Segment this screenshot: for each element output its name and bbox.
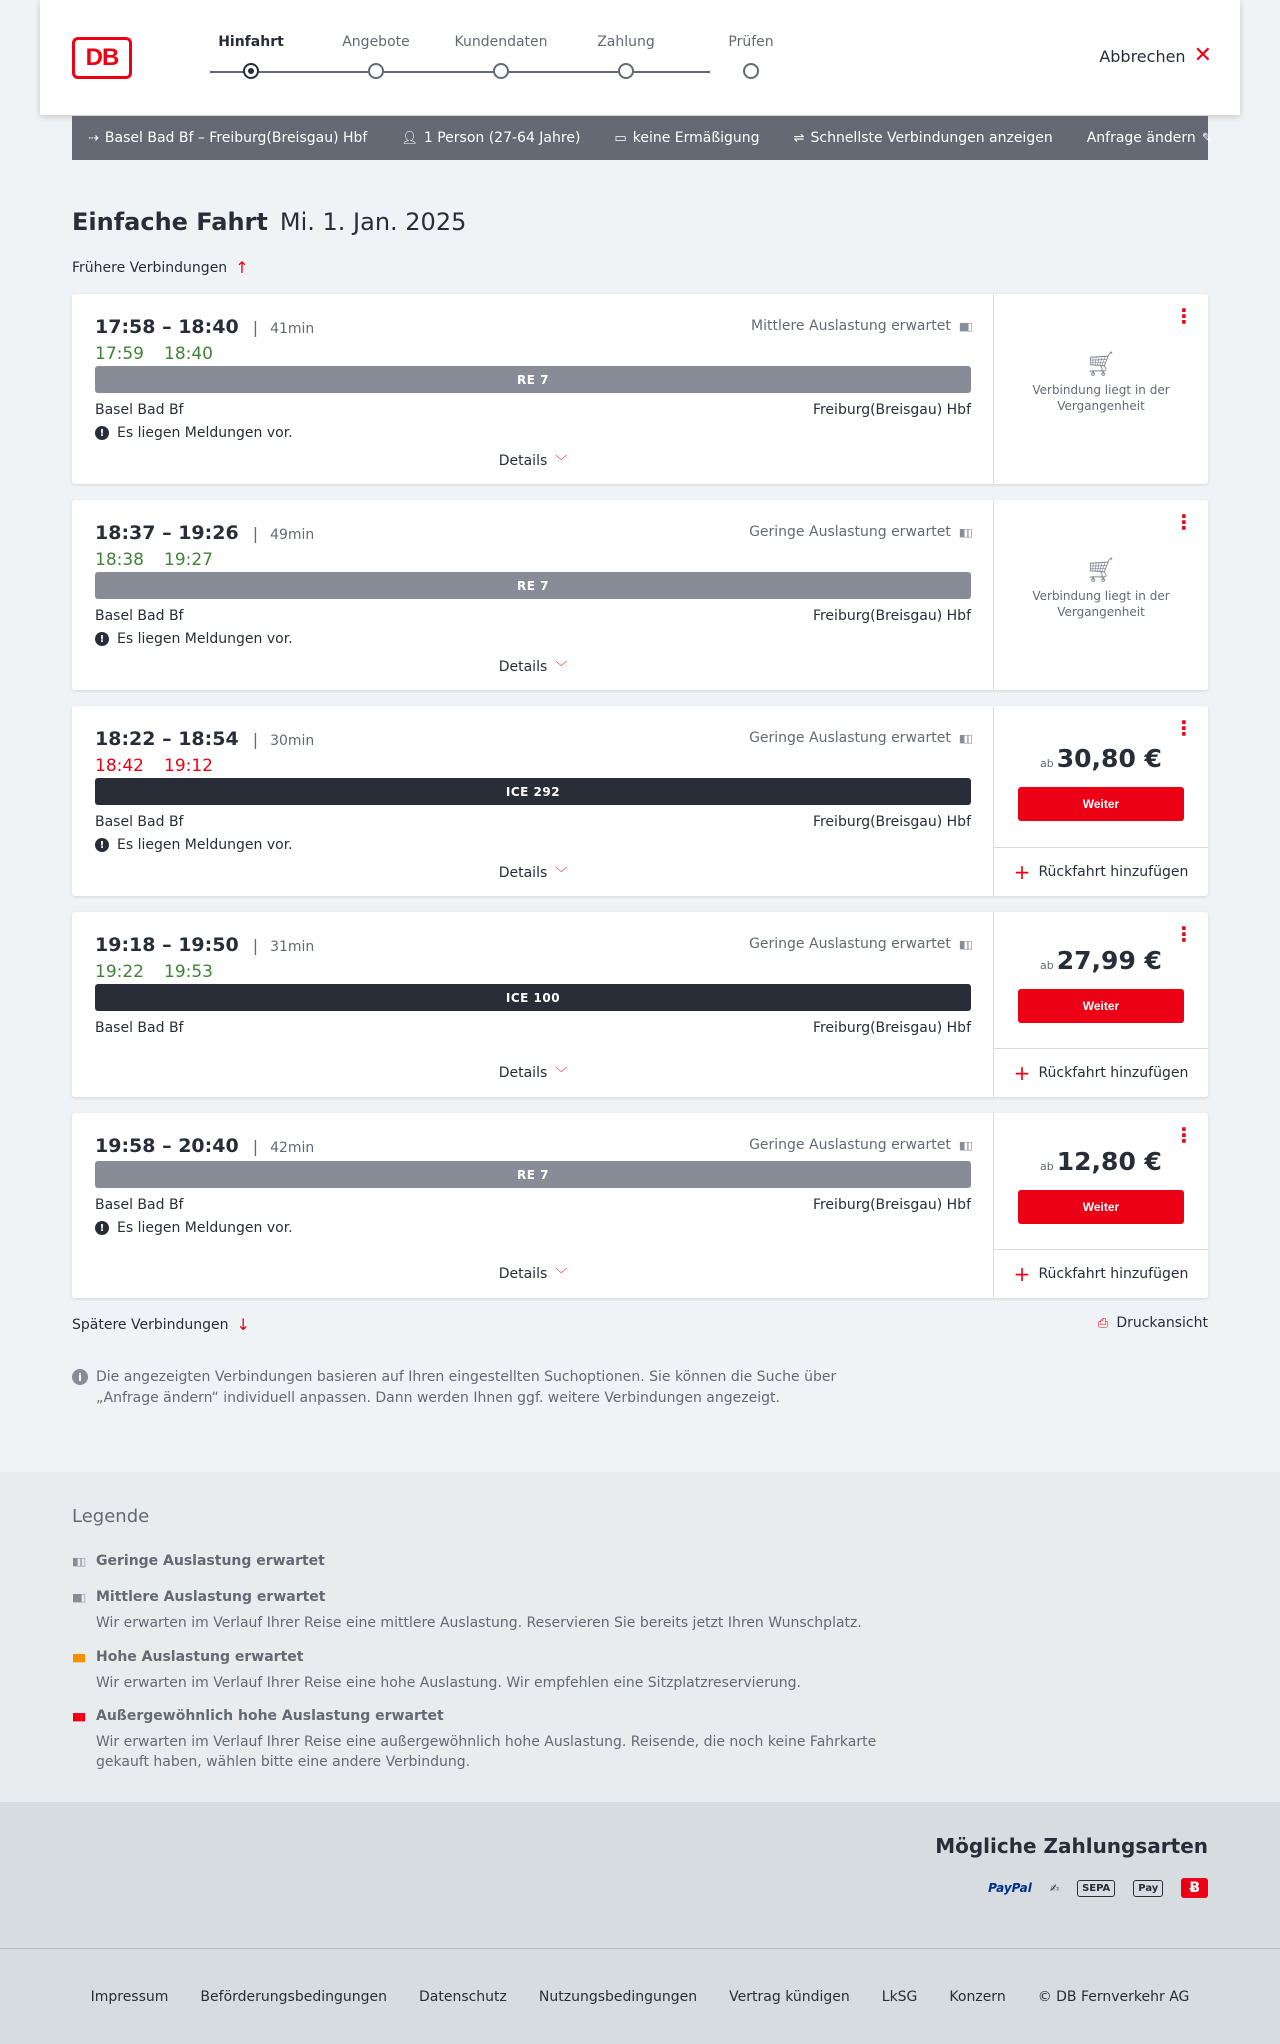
details-label: Details [498, 659, 548, 675]
close-icon: ✕ [1193, 43, 1212, 68]
add-return-button[interactable] [994, 1249, 1208, 1298]
occupancy-text: Geringe Auslastung erwartet [749, 524, 951, 540]
details-toggle[interactable] [72, 1265, 994, 1282]
planned-times: 19:18 – 19:50 [95, 934, 239, 956]
duration: 30min [270, 733, 315, 749]
add-return-button[interactable] [994, 847, 1208, 896]
planned-times: 17:58 – 18:40 [95, 316, 239, 338]
info-note [72, 1367, 852, 1409]
realtime-departure: 18:38 [95, 550, 144, 570]
trip-type: Einfache Fahrt [72, 208, 268, 236]
more-options-icon[interactable]: ⋮ [1174, 510, 1194, 534]
legend-item-title: Geringe Auslastung erwartet [96, 1553, 325, 1569]
plus-icon: + [1013, 1262, 1031, 1286]
occupancy-low-icon: ▮▯▯ [72, 1554, 85, 1568]
sepa-icon: SEPA [1077, 1880, 1115, 1897]
divider: | [252, 730, 259, 749]
train-bar[interactable]: ICE 100 [95, 984, 971, 1011]
footer-link-impressum[interactable]: Impressum [90, 1988, 169, 2005]
price [994, 744, 1208, 773]
more-options-icon[interactable]: ⋮ [1174, 716, 1194, 740]
db-logo[interactable]: DB [72, 37, 132, 79]
search-summary-bar [72, 116, 1213, 160]
departure-station: Basel Bad Bf [95, 1197, 184, 1213]
divider: | [252, 524, 259, 543]
progress-line [210, 71, 710, 73]
occupancy-icon: ▮▯▯ [958, 731, 971, 745]
trip-date: Mi. 1. Jan. 2025 [279, 208, 467, 236]
occupancy [749, 730, 971, 746]
footer-link-datenschutz[interactable]: Datenschutz [418, 1988, 507, 2005]
summary-option[interactable] [794, 130, 1053, 146]
footer-link-nutzungsbedingungen[interactable]: Nutzungsbedingungen [538, 1988, 698, 2005]
cancel-label: Abbrechen [1099, 46, 1186, 66]
price [994, 1147, 1208, 1176]
price-value: 27,99 € [1056, 946, 1162, 975]
add-return-label: Rückfahrt hinzufügen [1038, 864, 1189, 880]
price [994, 946, 1208, 975]
divider: | [252, 1137, 259, 1156]
offer-panel [994, 912, 1208, 1097]
notice [95, 837, 293, 853]
step-pruefen [696, 34, 806, 50]
chevron-down-icon: ﹀ [555, 454, 568, 468]
notice-text: Es liegen Meldungen vor. [117, 1220, 293, 1236]
divider: | [252, 936, 259, 955]
connection-card [72, 500, 1208, 690]
footer [0, 1948, 1280, 2044]
legend-item-high [72, 1649, 892, 1693]
duration: 41min [270, 321, 315, 337]
connection-times [95, 728, 314, 750]
occupancy-icon: ▮▮▯ [958, 319, 971, 333]
arrival-station: Freiburg(Breisgau) Hbf [812, 1197, 971, 1213]
occupancy-icon: ▮▯▯ [958, 1138, 971, 1152]
notice [95, 425, 293, 441]
discount-text: keine Ermäßigung [632, 130, 760, 146]
realtime-arrival: 18:40 [164, 344, 213, 364]
departure-station: Basel Bad Bf [95, 1020, 184, 1036]
connection-times [95, 934, 314, 956]
duration: 49min [270, 527, 315, 543]
cart-disabled-icon: 🛒︎ [1085, 556, 1117, 584]
summary-passengers[interactable] [401, 130, 580, 146]
price-prefix: ab [1040, 959, 1054, 972]
step-label: Prüfen [728, 34, 774, 50]
payment-title: Mögliche Zahlungsarten [935, 1834, 1208, 1858]
legend-item-title: Hohe Auslastung erwartet [96, 1649, 304, 1665]
route-text: Basel Bad Bf – Freiburg(Breisgau) Hbf [104, 130, 368, 146]
route-arrow-icon: ⇢ [88, 130, 99, 146]
step-dot [743, 63, 759, 79]
realtime-times [95, 756, 213, 776]
train-bar[interactable]: ICE 292 [95, 778, 971, 805]
earlier-label: Frühere Verbindungen [72, 259, 228, 276]
realtime-arrival: 19:27 [164, 550, 213, 570]
details-label: Details [498, 1266, 548, 1282]
person-icon: 👤︎ [401, 130, 418, 146]
connection-card [72, 1113, 1208, 1298]
payment-section [0, 1802, 1280, 1948]
legend-title: Legende [72, 1506, 150, 1527]
planned-times: 19:58 – 20:40 [95, 1135, 239, 1157]
arrival-station: Freiburg(Breisgau) Hbf [812, 1020, 971, 1036]
planned-times: 18:22 – 18:54 [95, 728, 239, 750]
realtime-departure: 18:42 [95, 756, 144, 776]
cancel-button[interactable] [1099, 45, 1212, 67]
price-value: 30,80 € [1056, 744, 1162, 773]
occupancy [749, 524, 971, 540]
apple-pay-icon: Pay [1133, 1880, 1163, 1897]
offer-panel [994, 500, 1208, 690]
offer-panel [994, 706, 1208, 896]
print-label: Druckansicht [1116, 1315, 1208, 1331]
notice-text: Es liegen Meldungen vor. [117, 837, 293, 853]
details-toggle[interactable] [72, 864, 994, 881]
past-connection [994, 556, 1208, 620]
train-bar[interactable]: RE 7 [95, 572, 971, 599]
offer-panel [994, 294, 1208, 484]
connection-times [95, 1135, 314, 1157]
chevron-down-icon: ﹀ [555, 1267, 568, 1281]
print-view-link[interactable] [1098, 1315, 1208, 1331]
connection-info [72, 500, 994, 690]
connection-info [72, 912, 994, 1097]
add-return-label: Rückfahrt hinzufügen [1038, 1266, 1189, 1282]
info-text: Die angezeigten Verbindungen basieren auf Ihren eingestellten Suchoptionen. Sie können die Suche über „Anfrage ändern“ individuell anpassen. Dann werden Ihnen ggf. weitere Verbindungen angezeigt. [96, 1369, 837, 1406]
cart-disabled-icon: 🛒︎ [1085, 350, 1117, 378]
divider: | [252, 318, 259, 337]
departure-station: Basel Bad Bf [95, 814, 184, 830]
header [40, 0, 1240, 115]
train-bar[interactable]: RE 7 [95, 366, 971, 393]
realtime-arrival: 19:53 [164, 962, 213, 982]
printer-icon: ⎙ [1097, 1315, 1109, 1331]
more-options-icon[interactable]: ⋮ [1174, 1123, 1194, 1147]
option-text: Schnellste Verbindungen anzeigen [810, 130, 1053, 146]
occupancy [751, 318, 971, 334]
step-label: Hinfahrt [218, 34, 284, 50]
legend-item-low [72, 1553, 892, 1569]
footer-link-vertrag-kuendigen[interactable]: Vertrag kündigen [729, 1988, 850, 2005]
step-label: Zahlung [597, 34, 655, 50]
legend-item-title: Mittlere Auslastung erwartet [96, 1589, 326, 1605]
step-label: Angebote [342, 34, 410, 50]
legend-item-exceptional [72, 1708, 892, 1772]
details-label: Details [498, 453, 548, 469]
details-label: Details [498, 1065, 548, 1081]
step-zahlung [571, 34, 681, 50]
occupancy-text: Geringe Auslastung erwartet [749, 1137, 951, 1153]
alert-icon: ! [95, 632, 109, 646]
step-angebote [321, 34, 431, 50]
occupancy-high-icon: ▮▮▮ [72, 1650, 85, 1664]
change-request-button[interactable] [1087, 130, 1213, 146]
filter-icon: ⇌ [793, 130, 805, 146]
later-label: Spätere Verbindungen [72, 1316, 229, 1333]
realtime-times [95, 550, 213, 570]
occupancy-medium-icon: ▮▮▯ [72, 1590, 85, 1604]
realtime-arrival: 19:12 [164, 756, 213, 776]
pencil-icon: ✎ [1201, 130, 1213, 146]
more-options-icon[interactable]: ⋮ [1174, 304, 1194, 328]
arrow-up-icon: ↑ [235, 258, 249, 277]
departure-station: Basel Bad Bf [95, 608, 184, 624]
step-dot [368, 63, 384, 79]
occupancy-text: Geringe Auslastung erwartet [749, 730, 951, 746]
plus-icon: + [1013, 1061, 1031, 1085]
price-prefix: ab [1040, 1160, 1054, 1173]
footer-link-konzern[interactable]: Konzern [949, 1988, 1006, 2005]
continue-button[interactable]: Weiter [1018, 989, 1184, 1023]
later-connections-link[interactable] [72, 1315, 250, 1334]
credit-card-icon: ✍ [1049, 1881, 1060, 1895]
connection-times [95, 522, 314, 544]
summary-route[interactable] [88, 130, 367, 146]
occupancy [749, 1137, 971, 1153]
earlier-connections-link[interactable] [72, 258, 249, 277]
continue-button[interactable]: Weiter [1018, 787, 1184, 821]
payment-icons [988, 1878, 1208, 1898]
connection-card [72, 912, 1208, 1097]
info-icon: i [72, 1369, 88, 1385]
occupancy-exceptional-icon: ▮▮▮ [72, 1709, 85, 1723]
price-prefix: ab [1040, 757, 1054, 770]
chevron-down-icon: ﹀ [555, 866, 568, 880]
alert-icon: ! [95, 426, 109, 440]
notice [95, 1220, 293, 1236]
duration: 31min [270, 939, 315, 955]
past-text: Verbindung liegt in der Vergangenheit [1032, 589, 1170, 619]
departure-station: Basel Bad Bf [95, 402, 184, 418]
connection-info [72, 294, 994, 484]
legend-item-desc: Wir erwarten im Verlauf Ihrer Reise eine mittlere Auslastung. Reservieren Sie bereits jetzt Ihren Wunschplatz. [96, 1615, 862, 1631]
past-connection [994, 350, 1208, 414]
card-icon: ▭ [614, 130, 627, 146]
plus-icon: + [1013, 860, 1031, 884]
past-text: Verbindung liegt in der Vergangenheit [1032, 383, 1170, 413]
arrival-station: Freiburg(Breisgau) Hbf [812, 402, 971, 418]
connection-info [72, 706, 994, 896]
notice-text: Es liegen Meldungen vor. [117, 425, 293, 441]
notice-text: Es liegen Meldungen vor. [117, 631, 293, 647]
chevron-down-icon: ﹀ [555, 1066, 568, 1080]
footer-link-befoerderungsbedingungen[interactable]: Beförderungsbedingungen [200, 1988, 387, 2005]
legend-item-desc: Wir erwarten im Verlauf Ihrer Reise eine hohe Auslastung. Wir empfehlen eine Sitzplatzreservierung. [96, 1675, 801, 1691]
realtime-departure: 19:22 [95, 962, 144, 982]
legend-item-desc: Wir erwarten im Verlauf Ihrer Reise eine außergewöhnlich hohe Auslastung. Reisende, die noch keine Fahrkarte gekauft haben, wählen bitte eine andere Verbindung. [96, 1734, 877, 1770]
footer-link-lksg[interactable]: LkSG [881, 1988, 918, 2005]
occupancy-icon: ▮▯▯ [958, 937, 971, 951]
duration: 42min [270, 1140, 315, 1156]
passengers-text: 1 Person (27-64 Jahre) [423, 130, 581, 146]
legend-item-medium [72, 1589, 892, 1633]
planned-times: 18:37 – 19:26 [95, 522, 239, 544]
connection-card [72, 706, 1208, 896]
alert-icon: ! [95, 1221, 109, 1235]
footer-copyright: © DB Fernverkehr AG [1037, 1988, 1190, 2005]
occupancy-icon: ▮▯▯ [958, 525, 971, 539]
add-return-label: Rückfahrt hinzufügen [1038, 1065, 1189, 1081]
details-toggle[interactable] [72, 1064, 994, 1081]
page-title [72, 208, 466, 236]
arrival-station: Freiburg(Breisgau) Hbf [812, 608, 971, 624]
more-options-icon[interactable]: ⋮ [1174, 922, 1194, 946]
step-dot [493, 63, 509, 79]
arrival-station: Freiburg(Breisgau) Hbf [812, 814, 971, 830]
paypal-icon: PayPal [988, 1881, 1032, 1895]
step-hinfahrt [196, 34, 306, 50]
connection-card [72, 294, 1208, 484]
chevron-down-icon: ﹀ [555, 660, 568, 674]
arrow-down-icon: ↓ [236, 1315, 250, 1334]
step-dot-active [243, 63, 259, 79]
offer-panel [994, 1113, 1208, 1298]
alert-icon: ! [95, 838, 109, 852]
realtime-departure: 17:59 [95, 344, 144, 364]
legend-item-title: Außergewöhnlich hohe Auslastung erwartet [96, 1708, 444, 1724]
details-label: Details [498, 865, 548, 881]
add-return-button[interactable] [994, 1048, 1208, 1097]
price-value: 12,80 € [1056, 1147, 1162, 1176]
summary-discount[interactable] [614, 130, 759, 146]
realtime-times [95, 344, 213, 364]
details-toggle[interactable] [72, 452, 994, 469]
connection-info [72, 1113, 994, 1298]
occupancy-text: Mittlere Auslastung erwartet [751, 318, 951, 334]
occupancy-text: Geringe Auslastung erwartet [749, 936, 951, 952]
notice [95, 631, 293, 647]
step-kundendaten [446, 34, 556, 50]
train-bar[interactable]: RE 7 [95, 1161, 971, 1188]
continue-button[interactable]: Weiter [1018, 1190, 1184, 1224]
realtime-times [95, 962, 213, 982]
connection-times [95, 316, 314, 338]
change-request-label: Anfrage ändern [1086, 130, 1196, 146]
db-pay-icon: Ƀ [1181, 1878, 1208, 1898]
step-label: Kundendaten [454, 34, 548, 50]
occupancy [749, 936, 971, 952]
details-toggle[interactable] [72, 658, 994, 675]
step-dot [618, 63, 634, 79]
